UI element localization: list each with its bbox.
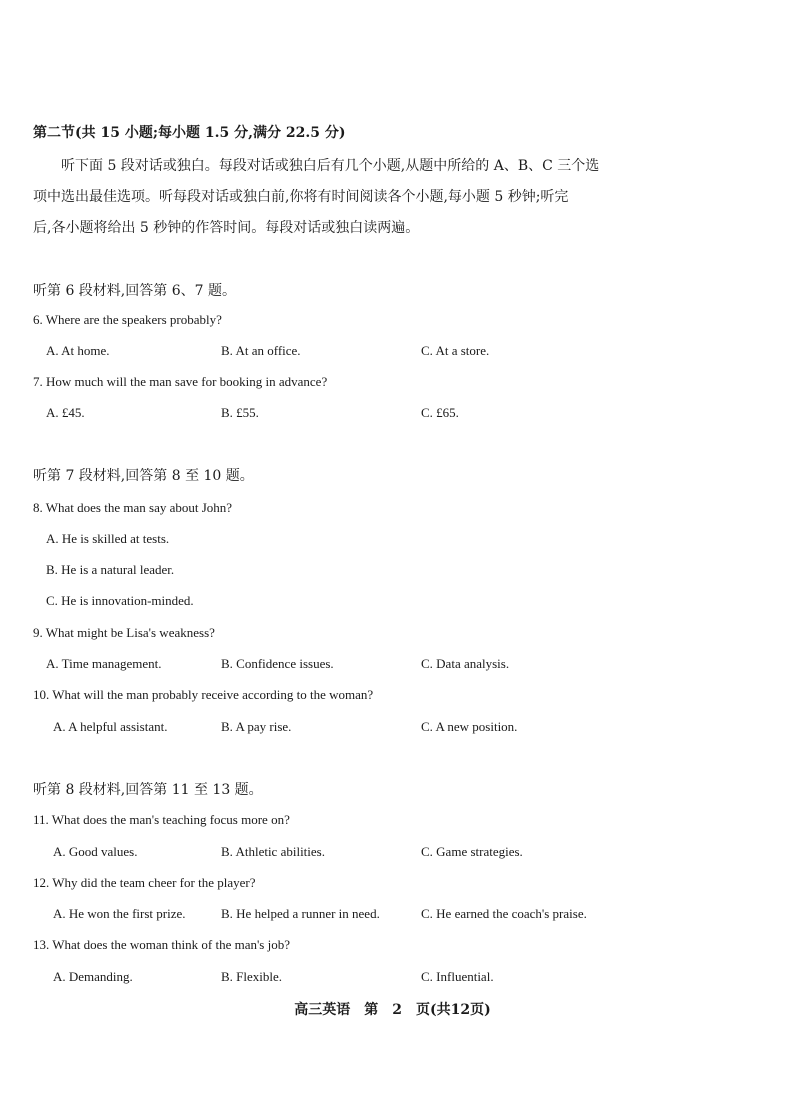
option-11b: B. Athletic abilities. [221, 844, 325, 859]
section-title-6: 听第 6 段材料,回答第 6、7 题。 [33, 283, 236, 299]
option-6c: C. At a store. [421, 343, 490, 358]
option-12c: C. He earned the coach's praise. [421, 906, 587, 921]
question-12: 12. Why did the team cheer for the player? [33, 875, 256, 890]
question-9: 9. What might be Lisa's weakness? [33, 625, 215, 640]
option-10b: B. A pay rise. [221, 719, 292, 734]
option-10c: C. A new position. [421, 719, 518, 734]
option-7b: B. £55. [221, 405, 259, 420]
page-footer: 高三英语 第 2 页(共12页) [294, 1002, 491, 1018]
option-12a: A. He won the first prize. [53, 906, 186, 921]
question-6: 6. Where are the speakers probably? [33, 312, 222, 327]
option-13a: A. Demanding. [53, 969, 133, 984]
option-8a: A. He is skilled at tests. [46, 531, 170, 546]
question-10: 10. What will the man probably receive according to the woman? [33, 687, 374, 702]
option-8b: B. He is a natural leader. [46, 562, 175, 577]
section-heading: 第二节(共 15 小题;每小题 1.5 分,满分 22.5 分) [33, 125, 346, 141]
option-13b: B. Flexible. [221, 969, 283, 984]
question-7: 7. How much will the man save for booking in advance? [33, 374, 328, 389]
instruction-line: 听下面 5 段对话或独白。每段对话或独白后有几个小题,从题中所给的 A、B、C 三个选 [61, 158, 600, 174]
option-7a: A. £45. [46, 405, 85, 420]
question-8: 8. What does the man say about John? [33, 500, 233, 515]
option-8c: C. He is innovation-minded. [46, 593, 194, 608]
section-title-7: 听第 7 段材料,回答第 8 至 10 题。 [33, 468, 254, 484]
option-9c: C. Data analysis. [421, 656, 510, 671]
question-11: 11. What does the man's teaching focus more on? [33, 812, 290, 827]
option-9a: A. Time management. [46, 656, 162, 671]
option-6a: A. At home. [46, 343, 110, 358]
instruction-line: 后,各小题将给出 5 秒钟的作答时间。每段对话或独白读两遍。 [33, 220, 420, 236]
option-6b: B. At an office. [221, 343, 301, 358]
option-11a: A. Good values. [53, 844, 138, 859]
option-10a: A. A helpful assistant. [53, 719, 168, 734]
option-7c: C. £65. [421, 405, 459, 420]
option-13c: C. Influential. [421, 969, 494, 984]
option-9b: B. Confidence issues. [221, 656, 334, 671]
instructions [33, 151, 643, 244]
section-title-8: 听第 8 段材料,回答第 11 至 13 题。 [33, 782, 263, 798]
question-13: 13. What does the woman think of the man's job? [33, 937, 290, 952]
instruction-line: 项中选出最佳选项。听每段对话或独白前,你将有时间阅读各个小题,每小题 5 秒钟;听完 [33, 189, 569, 205]
option-11c: C. Game strategies. [421, 844, 523, 859]
option-12b: B. He helped a runner in need. [221, 906, 380, 921]
